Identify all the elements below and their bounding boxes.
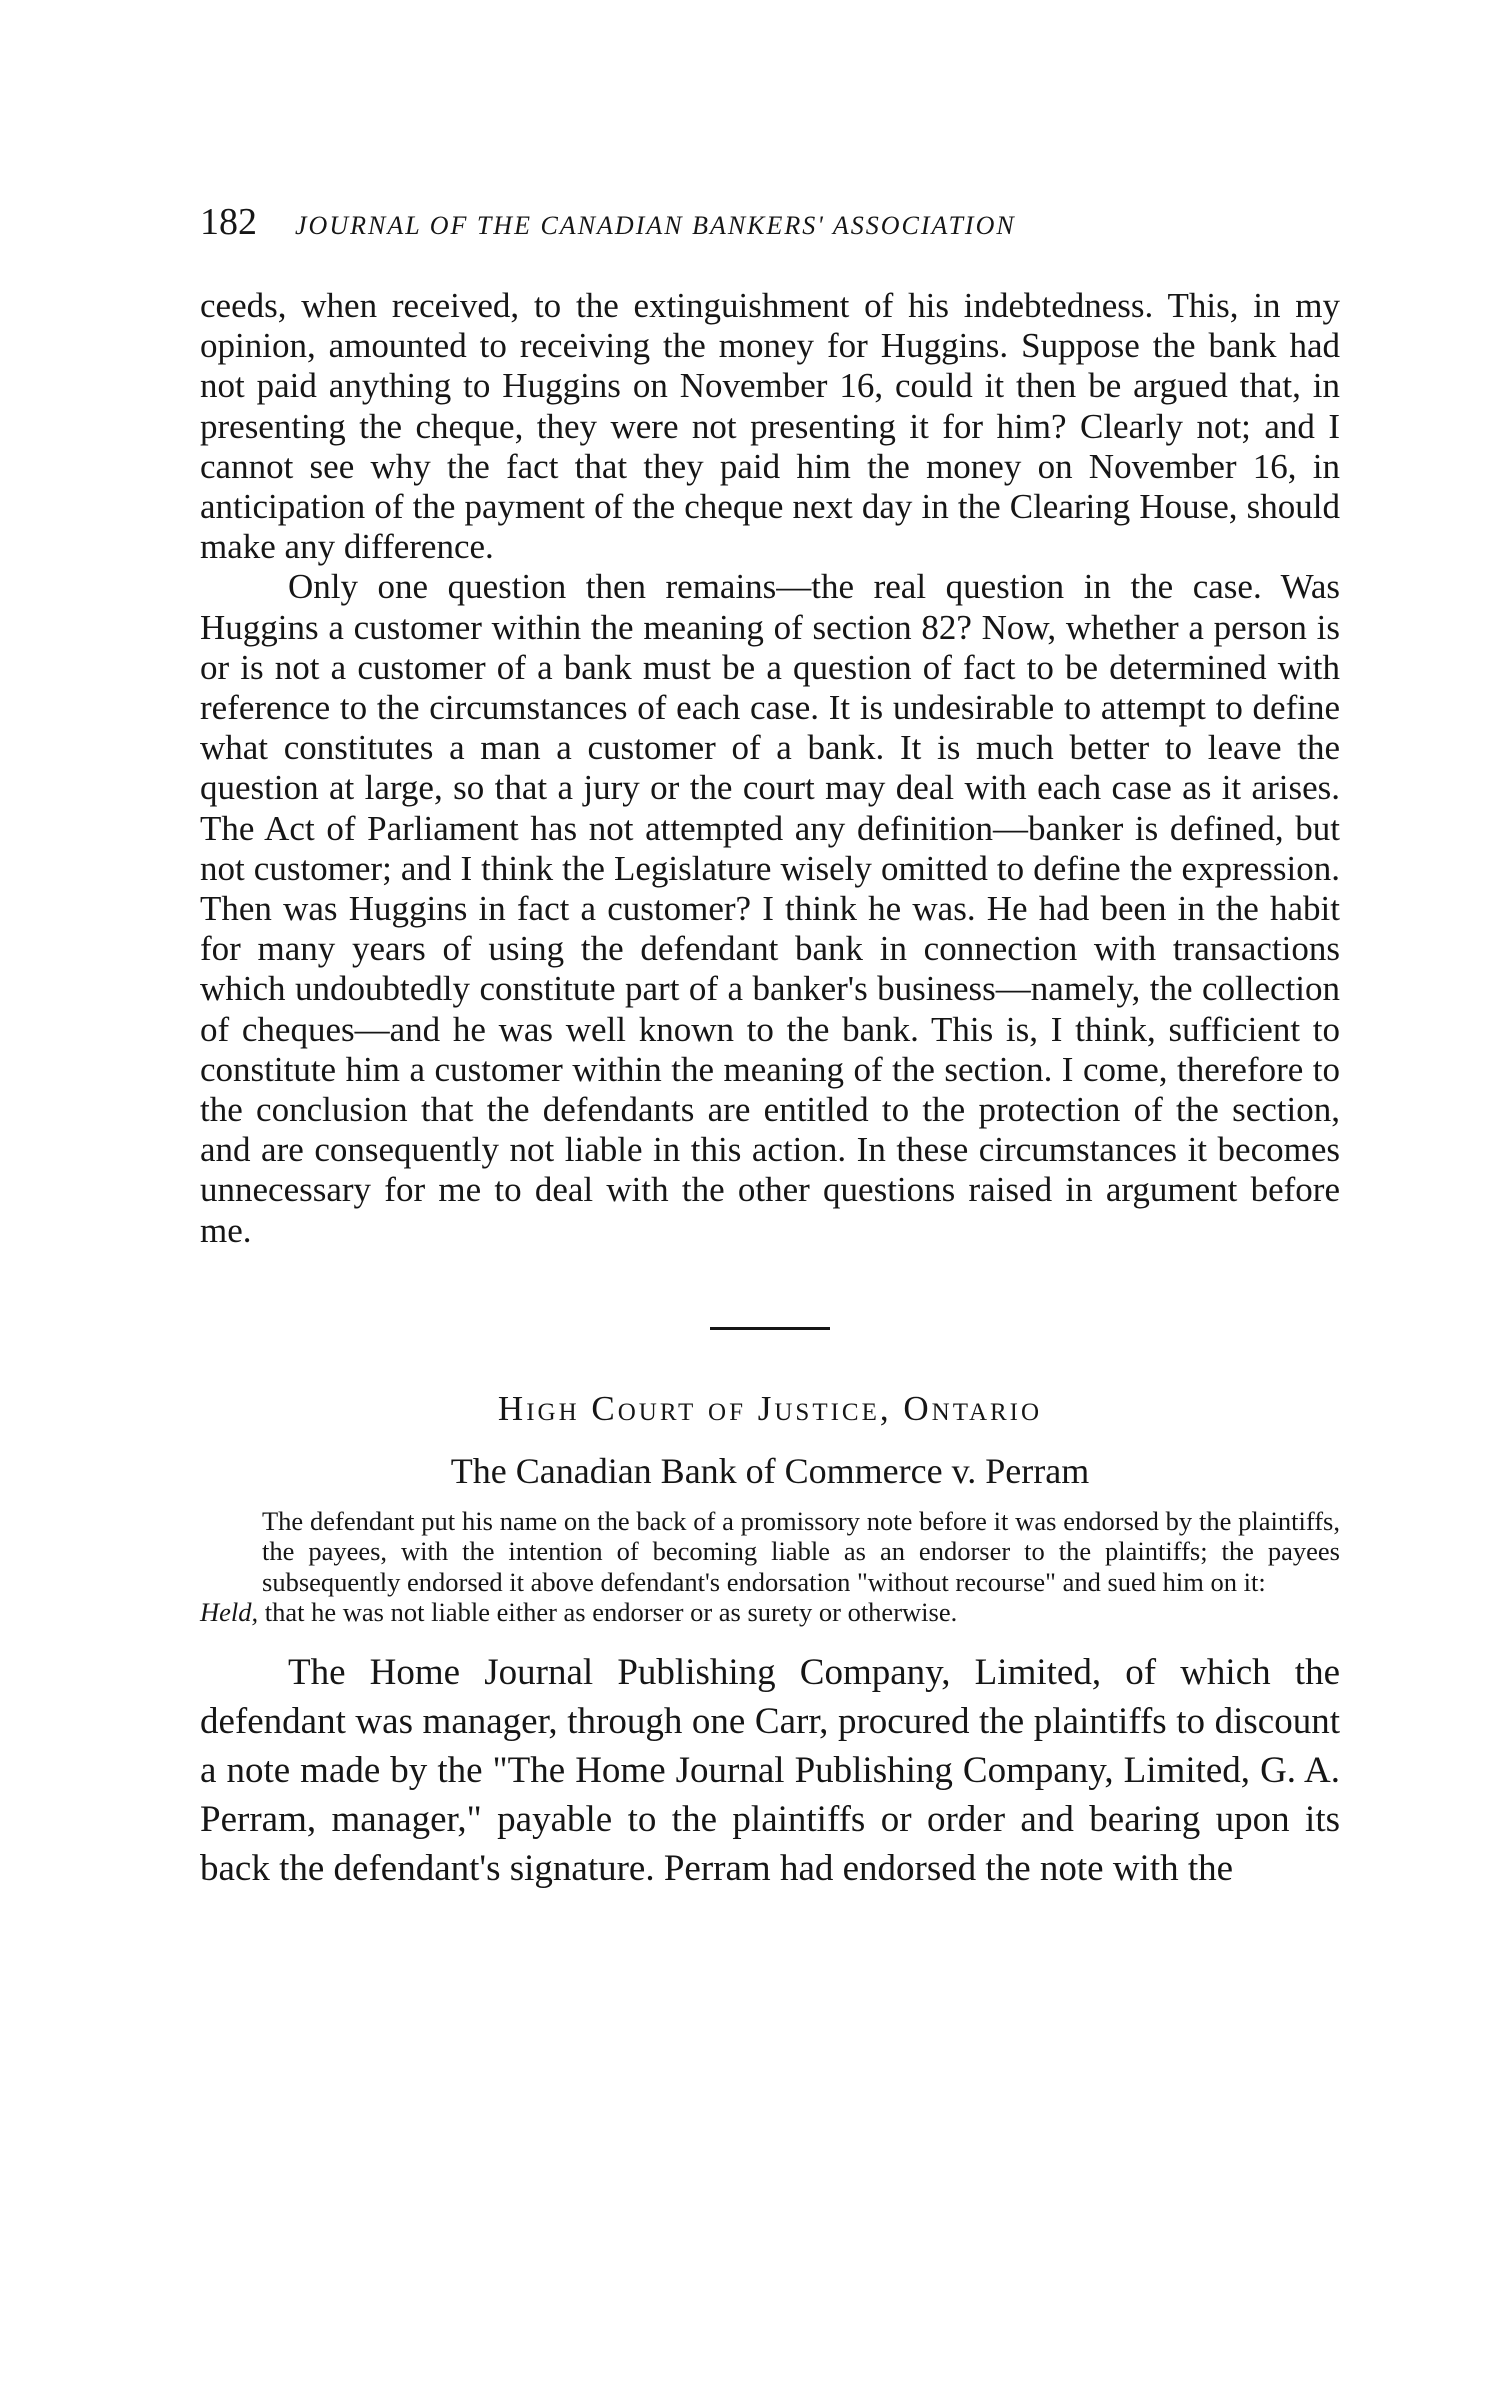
held-word: Held, (200, 1597, 259, 1628)
running-title: JOURNAL OF THE CANADIAN BANKERS' ASSOCIATION (295, 211, 1016, 240)
paragraph-continuation: ceeds, when received, to the extinguishment of his indebtedness. This, in my opinion, amounted to receiving the money for Huggins. Suppose the bank had not paid anything to Huggins on November 16, could it then be argued that, in presenting the cheque, they were not presenting it for him? Clearly not; and I cannot see why the fact that they paid him the money on November 16, in anticipation of the payment of the cheque next day in the Clearing House, should make any difference. (200, 286, 1340, 567)
headnote-held (200, 1597, 1340, 1628)
page-header (200, 200, 1340, 260)
document-page (200, 200, 1340, 1893)
case-headnote (200, 1506, 1340, 1628)
case-title: The Canadian Bank of Commerce v. Perram (450, 1450, 1090, 1491)
held-text: that he was not liable either as endorser or as surety or otherwise. (258, 1597, 958, 1628)
court-heading: High Court of Justice, Ontario (497, 1388, 1043, 1428)
section-divider (710, 1327, 830, 1330)
page-number: 182 (200, 201, 257, 243)
paragraph-customer-question: Only one question then remains—the real question in the case. Was Huggins a customer within the meaning of section 82? Now, whether a person is or is not a customer of a bank must be a question of fact to be determined with reference to the circumstances of each case. It is undesirable to attempt to define what constitutes a man a customer of a bank. It is much better to leave the question at large, so that a jury or the court may deal with each case as it arises. The Act of Parliament has not attempted any definition—banker is defined, but not customer; and I think the Legislature wisely omitted to define the expression. Then was Huggins in fact a customer? I think he was. He had been in the habit for many years of using the defendant bank in connection with transactions which undoubtedly constitute part of a banker's business—namely, the collection of cheques—and he was well known to the bank. This is, I think, sufficient to constitute him a customer within the meaning of the section. I come, therefore to the conclusion that the defendants are entitled to the protection of the section, and are consequently not liable in this action. In these circumstances it becomes unnecessary for me to deal with the other questions raised in argument before me. (200, 567, 1340, 1250)
case-body-paragraph: The Home Journal Publishing Company, Limited, of which the defendant was manager, through one Carr, procured the plaintiffs to discount a note made by the "The Home Journal Publishing Company, Limited, G. A. Perram, manager," payable to the plaintiffs or order and bearing upon its back the defendant's signature. Perram had endorsed the note with the (200, 1651, 1340, 1889)
headnote-text: The defendant put his name on the back of a promissory note before it was endorsed by the plaintiffs, the payees, with the intention of becoming liable as an endorser to the plaintiffs; the payees subsequently endorsed it above defendant's endorsation "without recourse" and sued him on it: (262, 1505, 1340, 1597)
